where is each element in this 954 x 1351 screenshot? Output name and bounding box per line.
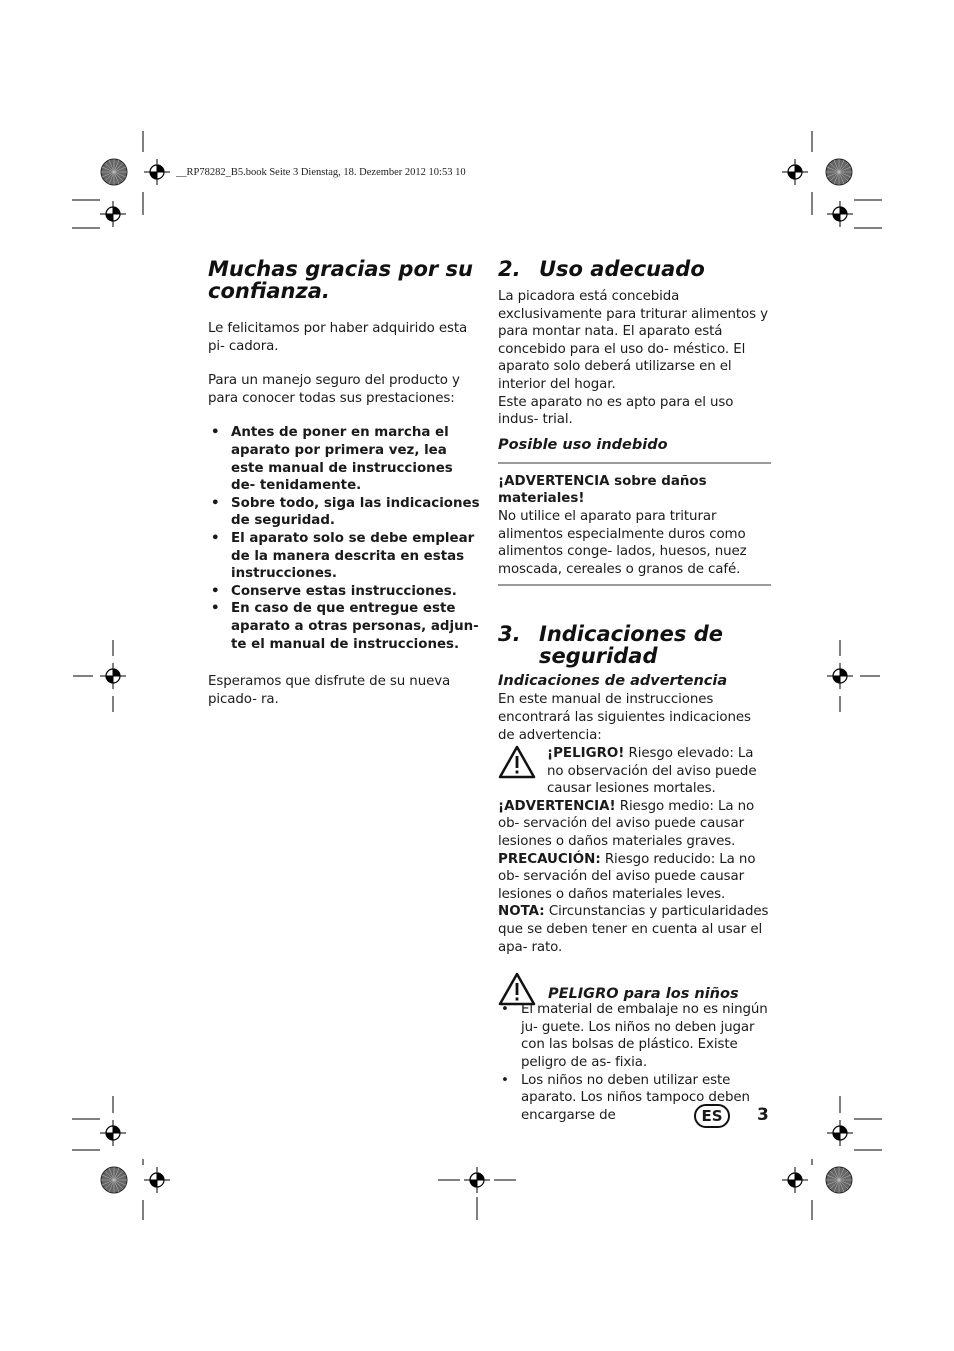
- section-3-number: 3.: [498, 622, 521, 647]
- section-2-paragraph-2: Este aparato no es apto para el uso indus- trial.: [498, 394, 734, 428]
- children-danger-title: PELIGRO para los niños: [548, 986, 739, 1003]
- material-warning-label: ¡ADVERTENCIA sobre daños materiales!: [498, 473, 707, 507]
- note-label: NOTA:: [498, 904, 545, 920]
- section-2-paragraph: La picadora está concebida exclusivamente para triturar alimentos y para montar nata. El aparato está concebido para el uso do- méstico. El aparato solo deberá utilizarse en el interior del hogar.: [498, 289, 768, 392]
- children-list: [498, 1001, 771, 1124]
- section-2-title: Uso adecuado: [539, 257, 705, 281]
- right-column: [498, 258, 771, 1124]
- warning-triangle-icon: [498, 745, 536, 779]
- danger-label: ¡PELIGRO!: [547, 746, 625, 762]
- language-badge: ES: [694, 1104, 730, 1128]
- note-text: Circunstancias y particularidades que se deben tener en cuenta al usar el apa- rato.: [498, 904, 769, 955]
- warnings-subheading: Indicaciones de advertencia: [498, 673, 728, 690]
- misuse-subheading: Posible uso indebido: [498, 436, 668, 453]
- page-title: Muchas gracias por su confianza.: [208, 257, 473, 303]
- caution-paragraph: [498, 851, 771, 904]
- usage-paragraph: Para un manejo seguro del producto y para conocer todas sus prestaciones:: [208, 373, 460, 406]
- section-3-heading: [498, 623, 771, 667]
- list-item: • Sobre todo, siga las indicaciones de seguridad.: [211, 495, 480, 529]
- section-2-number: 2.: [498, 257, 521, 281]
- divider: [498, 584, 771, 586]
- list-item: • El material de embalaje no es ningún ju- guete. Los niños no deben jugar con las bolsas de plástico. Existe peligro de as- fixia.: [501, 1002, 768, 1070]
- page-number: 3: [757, 1105, 769, 1125]
- danger-text: Riesgo elevado: La no observación del aviso puede causar lesiones mortales.: [547, 746, 757, 797]
- caution-text: Riesgo reducido: La no ob- servación del aviso puede causar lesiones o daños materiales leves.: [498, 851, 756, 902]
- left-column: [208, 258, 480, 708]
- section-3-title-line-1: Indicaciones de: [539, 622, 723, 647]
- list-item: • Conserve estas instrucciones.: [211, 583, 457, 599]
- note-paragraph: [498, 903, 771, 956]
- caution-label: PRECAUCIÓN:: [498, 851, 601, 867]
- intro-paragraph: Le felicitamos por haber adquirido esta pi- cadora.: [208, 321, 468, 354]
- material-warning-text: No utilice el aparato para triturar alimentos especialmente duros como alimentos conge- lados, huesos, nuez moscada, cereales o granos de café.: [498, 508, 747, 577]
- list-item: • Antes de poner en marcha el aparato por primera vez, lea este manual de instrucciones de- tenidamente.: [211, 425, 453, 494]
- print-header: __RP78282_B5.book Seite 3 Dienstag, 18. Dezember 2012 10:53 10: [176, 167, 466, 178]
- warning-text: Riesgo medio: La no ob- servación del aviso puede causar lesiones o daños materiales graves.: [498, 798, 755, 850]
- list-item: • En caso de que entregue este aparato a otras personas, adjun- te el manual de instrucciones.: [211, 601, 479, 652]
- list-item: • El aparato solo se debe emplear de la manera descrita en estas instrucciones.: [211, 530, 475, 582]
- danger-block: [498, 745, 771, 798]
- warnings-intro: En este manual de instrucciones encontrará las siguientes indicaciones de advertencia:: [498, 692, 751, 743]
- divider: [498, 462, 771, 464]
- instructions-list: [208, 424, 480, 653]
- section-3-title-line-2: seguridad: [539, 644, 658, 669]
- section-2-heading: [498, 258, 771, 280]
- warning-paragraph: [498, 798, 771, 851]
- warning-label: ¡ADVERTENCIA!: [498, 798, 616, 814]
- list-item: • Los niños no deben utilizar este aparato. Los niños tampoco deben encargarse de: [501, 1072, 750, 1123]
- closing-paragraph: Esperamos que disfrute de su nueva picado- ra.: [208, 674, 451, 707]
